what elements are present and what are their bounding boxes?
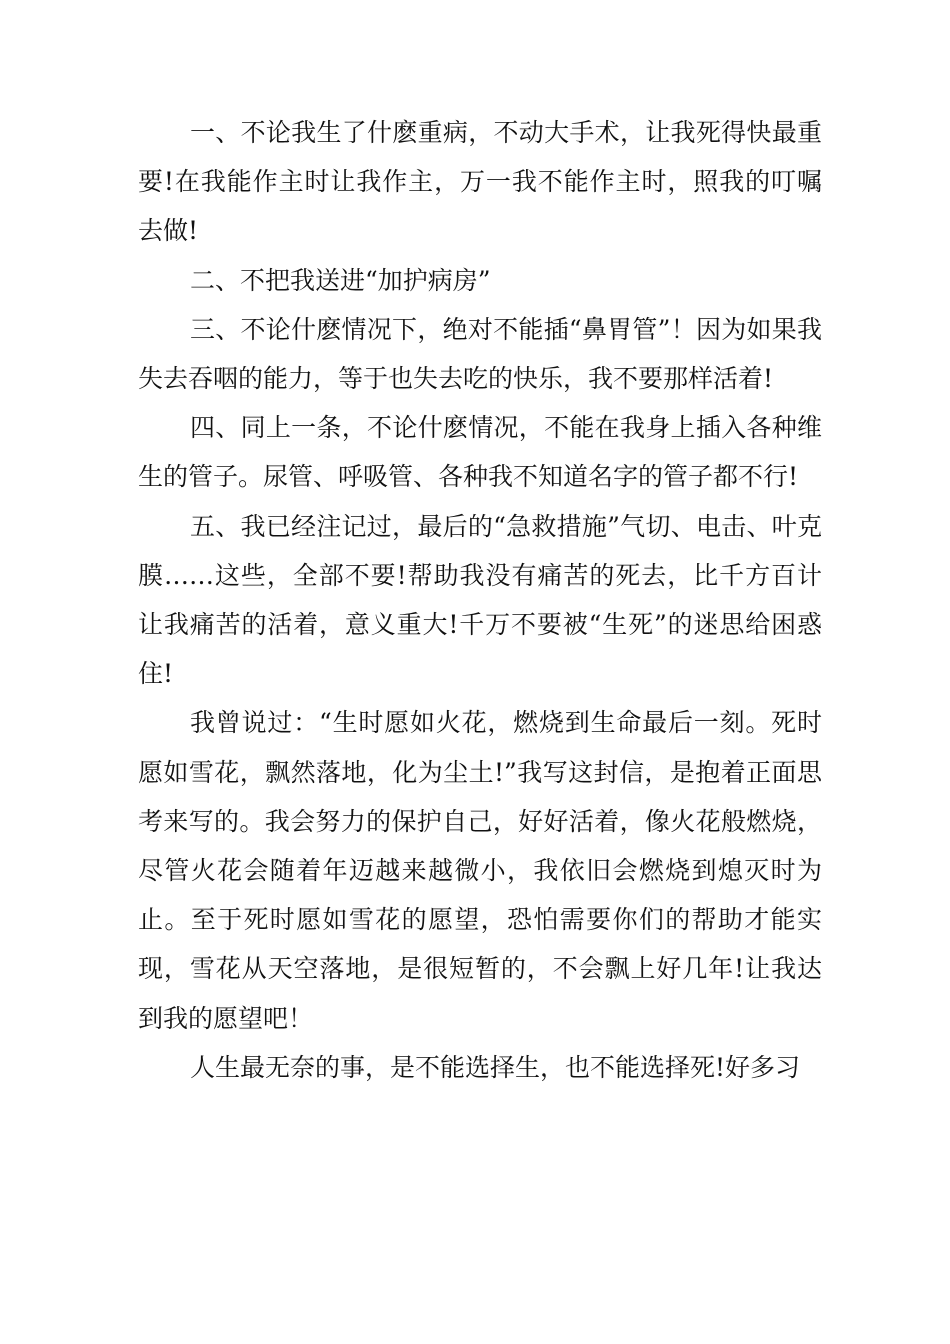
paragraph-item-4: 四、同上一条，不论什麽情况，不能在我身上插入各种维生的管子。尿管、呼吸管、各种我不知道名字的管子都不行! [138,413,822,492]
paragraph-item-5: 五、我已经注记过，最后的“急救措施”气切、电击、叶克膜……这些，全部不要!帮助我没有痛苦的死去，比千方百计让我痛苦的活着，意义重大!千万不要被“生死”的迷思给困惑住! [138,511,822,689]
paragraph-item-7: 人生最无奈的事，是不能选择生，也不能选择死!好多习 [190,1052,801,1082]
body-text [138,108,822,1092]
paragraph-item-3: 三、不论什麽情况下，绝对不能插“鼻胃管”！因为如果我失去吞咽的能力，等于也失去吃的快乐，我不要那样活着! [138,314,822,394]
paragraph-item-2: 二、不把我送进“加护病房” [190,265,491,295]
paragraph-item-1: 一、不论我生了什麽重病，不动大手术，让我死得快最重要!在我能作主时让我作主，万一我不能作主时，照我的叮嘱去做! [138,118,822,246]
paragraph-item-6: 我曾说过：“生时愿如火花，燃烧到生命最后一刻。死时愿如雪花，飘然落地，化为尘土!”我写这封信，是抱着正面思考来写的。我会努力的保护自己，好好活着，像火花般燃烧，尽管火花会随着年迈越来越微小，我依旧会燃烧到熄灭时为止。至于死时愿如雪花的愿望，恐怕需要你们的帮助才能实现，雪花从天空落地，是很短暂的，不会飘上好几年!让我达到我的愿望吧！ [138,708,822,1033]
